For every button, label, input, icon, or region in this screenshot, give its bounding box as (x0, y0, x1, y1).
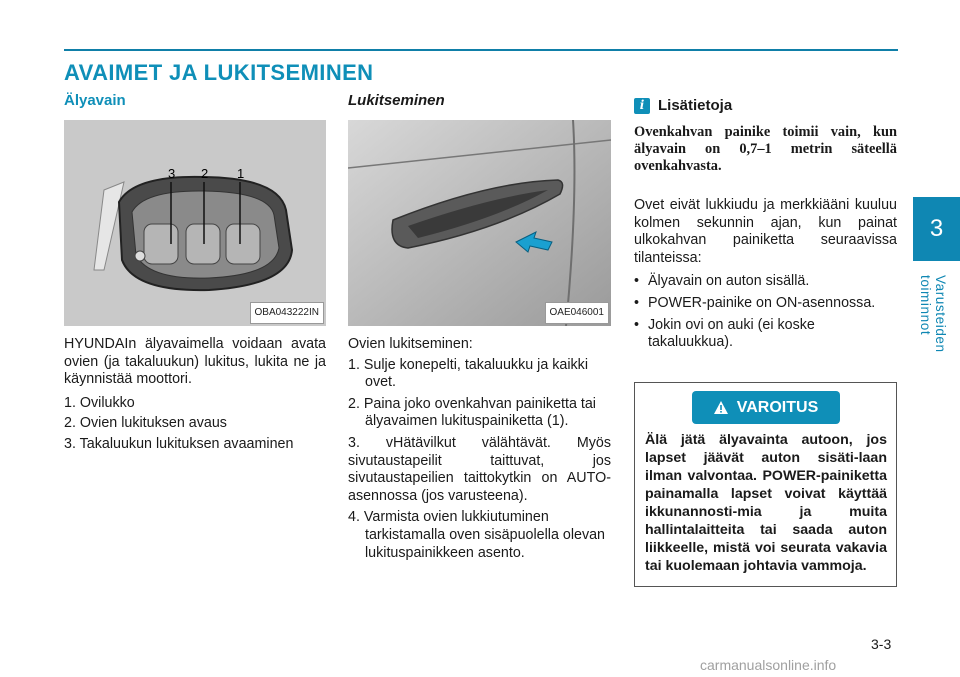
info-header (634, 92, 897, 120)
info-bullets (634, 273, 897, 351)
figure-smart-key (64, 120, 326, 326)
smart-key-items (64, 395, 326, 454)
top-rule (64, 49, 898, 51)
warning-box (634, 382, 897, 587)
chapter-tab[interactable]: 3 (913, 197, 960, 261)
info-title: Lisätietoja (658, 97, 733, 115)
list-item: 2. Paina joko ovenkahvan painiketta tai älyavaimen lukituspainiketta (1). (348, 395, 596, 430)
column-smart-key (64, 92, 326, 457)
list-item: 1. Ovilukko (64, 394, 135, 411)
heading-locking: Lukitseminen (348, 92, 445, 109)
chapter-label: Varusteiden toiminnot (918, 275, 948, 353)
figure-code: OAE046001 (545, 302, 610, 324)
info-note: Ovenkahvan painike toimii vain, kun älyavain on 0,7–1 metrin säteellä ovenkahvasta. (634, 124, 897, 174)
list-item: 1. Sulje konepelti, takaluukku ja kaikki ovet. (348, 356, 589, 391)
figure-code: OBA043222IN (250, 302, 325, 324)
smart-key-illustration (64, 120, 326, 326)
warning-title: VAROITUS (736, 398, 819, 416)
list-item: 2. Ovien lukituksen avaus (64, 415, 227, 432)
list-item: 3. Takaluukun lukituksen avaaminen (64, 435, 294, 452)
warning-text: Älä jätä älyavainta autoon, jos lapset jäävät auton sisäti-laan ilman valvontaa. POWER-painiketta painamalla lapset voivat käyttää ikkunannosti-mia ja muita hallintalaitteita tai saada auton liikkeelle, mistä voi seurata vakavia tai kuolemaan johtavia vammoja. (645, 432, 887, 574)
list-item: • Jokin ovi on auki (ei koske takaluukkua). (634, 317, 897, 352)
info-icon: i (634, 98, 650, 114)
section-title: AVAIMET JA LUKITSEMINEN (64, 60, 374, 85)
watermark: carmanualsonline.info (700, 657, 837, 673)
smart-key-paragraph: HYUNDAIn älyavaimella voidaan avata ovien (ja takaluukun) lukitus, lukita ne ja käynnistää moottori. (64, 336, 326, 388)
column-locking (348, 92, 611, 566)
figure-door-handle (348, 120, 611, 326)
callout-3: 3 (168, 166, 176, 181)
heading-smart-key: Älyavain (64, 92, 126, 109)
info-paragraph: Ovet eivät lukkiudu ja merkkiääni kuuluu kolmen sekunnin ajan, kun painat ulkokahvan painiketta seuraavissa tilanteissa: (634, 197, 897, 266)
list-item: 3. vHätävilkut välähtävät. Myös sivutaustapeilit taittuvat, jos sivutaustapeilien taittokytkin on AUTO-asennossa (jos varusteena). (348, 434, 611, 504)
page-number: 3-3 (871, 636, 892, 652)
list-item: • Älyavain on auton sisällä. (634, 273, 897, 291)
locking-intro: Ovien lukitseminen: (348, 336, 473, 352)
warning-triangle-icon (713, 400, 729, 415)
list-item: • POWER-painike on ON-asennossa. (634, 295, 897, 313)
column-info (634, 92, 897, 356)
door-handle-illustration (348, 120, 611, 326)
callout-2: 2 (201, 166, 209, 181)
warning-header (692, 391, 840, 424)
locking-steps (348, 357, 611, 563)
callout-1: 1 (237, 166, 245, 181)
list-item: 4. Varmista ovien lukkiutuminen tarkistamalla oven sisäpuolella olevan lukituspainikkeen asento. (348, 509, 606, 561)
